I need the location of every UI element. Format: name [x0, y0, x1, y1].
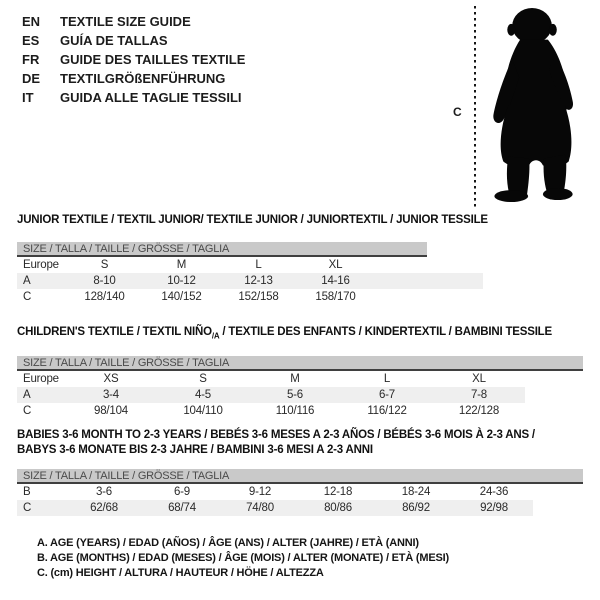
lang-code: ES [22, 33, 40, 48]
height-cell: 104/110 [183, 405, 223, 418]
lang-code: IT [22, 90, 34, 105]
age-cell: 9-12 [248, 486, 272, 499]
age-cell: 24-36 [479, 486, 509, 499]
measure-legend [37, 536, 600, 581]
baby-silhouette-icon [484, 8, 588, 206]
filler-cell [374, 273, 483, 289]
title-line-1: BABIES 3-6 MONTH TO 2-3 YEARS / BEBÉS 3-6 MESES A 2-3 AÑOS / BÉBÉS 3-6 MOIS À 2-3 ANS / [17, 429, 535, 442]
filler-cell [374, 289, 483, 305]
height-cell: 92/98 [455, 500, 533, 516]
table-row-age-months [17, 484, 533, 500]
row-label: C [23, 291, 32, 303]
age-cell: 6-7 [341, 387, 433, 403]
babies-size-table [17, 484, 533, 516]
table-row-age [17, 273, 483, 289]
height-cell: 152/158 [238, 291, 279, 303]
row-label: Europe [23, 373, 59, 386]
age-cell: 5-6 [249, 387, 341, 403]
lang-title: TEXTILGRÖßENFÜHRUNG [60, 71, 226, 86]
junior-size-table [17, 257, 483, 305]
size-cell: S [100, 259, 109, 271]
lang-code: DE [22, 71, 41, 86]
age-cell: 10-12 [143, 273, 220, 289]
lang-title: TEXTILE SIZE GUIDE [60, 14, 191, 29]
row-label: B [23, 486, 31, 499]
age-cell: 14-16 [297, 273, 374, 289]
age-cell: 4-5 [157, 387, 249, 403]
table-row-height [17, 403, 525, 419]
age-cell: 12-18 [323, 486, 353, 499]
lang-code: FR [22, 52, 40, 67]
height-cell: 158/170 [315, 291, 356, 303]
height-cell: 62/68 [65, 500, 143, 516]
junior-textile-section [17, 213, 600, 305]
height-cell: 110/116 [275, 405, 315, 418]
row-label: C [23, 405, 32, 418]
age-cell: 7-8 [433, 387, 525, 403]
height-cell: 80/86 [299, 500, 377, 516]
legend-line-b: B. AGE (MONTHS) / EDAD (MESES) / ÂGE (MOIS) / ALTER (MONATE) / ETÀ (MESI) [37, 552, 449, 565]
height-cell: 140/152 [161, 291, 202, 303]
table-row-age [17, 387, 525, 403]
size-cell: M [290, 373, 300, 386]
table-row-height [17, 500, 533, 516]
size-cell: S [199, 373, 207, 386]
age-cell: 12-13 [220, 273, 297, 289]
lang-title: GUIDA ALLE TAGLIE TESSILI [60, 90, 242, 105]
height-cell: 86/92 [377, 500, 455, 516]
title-part: / TEXTILE DES ENFANTS / KINDERTEXTIL / BAMBINI TESSILE [219, 326, 552, 338]
title-subscript: /A [211, 331, 220, 341]
junior-table-title: JUNIOR TEXTILE / TEXTIL JUNIOR/ TEXTILE JUNIOR / JUNIORTEXTIL / JUNIOR TESSILE [17, 214, 488, 226]
babies-table-title [17, 428, 600, 458]
size-cell: XS [103, 373, 119, 386]
lang-title: GUÍA DE TALLAS [60, 33, 168, 48]
table-row-europe [17, 371, 525, 387]
size-cell: XL [472, 373, 486, 386]
row-label: A [17, 387, 65, 403]
children-table-title [17, 325, 600, 343]
height-cell: 68/74 [143, 500, 221, 516]
height-cell: 116/122 [367, 405, 407, 418]
size-header-bar: SIZE / TALLA / TAILLE / GRÖSSE / TAGLIA [17, 356, 583, 371]
age-cell: 18-24 [401, 486, 431, 499]
size-header-bar: SIZE / TALLA / TAILLE / GRÖSSE / TAGLIA [17, 242, 427, 257]
legend-line-c: C. (cm) HEIGHT / ALTURA / HAUTEUR / HÖHE / ALTEZZA [37, 567, 324, 580]
lang-code: EN [22, 14, 41, 29]
size-header-bar: SIZE / TALLA / TAILLE / GRÖSSE / TAGLIA [17, 469, 583, 484]
title-line-2: BABYS 3-6 MONATE BIS 2-3 JAHRE / BAMBINI 3-6 MESI A 2-3 ANNI [17, 444, 373, 457]
age-cell: 3-6 [95, 486, 113, 499]
size-cell: L [255, 259, 262, 271]
height-cell: 74/80 [221, 500, 299, 516]
legend-line-a: A. AGE (YEARS) / EDAD (AÑOS) / ÂGE (ANS) / ALTER (JAHRE) / ETÀ (ANNI) [37, 537, 419, 550]
size-cell: XL [328, 259, 343, 271]
lang-title: GUIDE DES TAILLES TEXTILE [60, 52, 246, 67]
babies-textile-section [17, 428, 600, 516]
height-dotted-line [474, 6, 476, 209]
height-cell: 128/140 [84, 291, 125, 303]
height-measure-label: C [453, 105, 462, 119]
size-cell: M [176, 259, 187, 271]
children-size-table [17, 371, 525, 419]
size-cell: L [383, 373, 391, 386]
title-part: CHILDREN'S TEXTILE / TEXTIL NIÑO [17, 326, 212, 338]
row-label: C [17, 500, 65, 516]
age-cell: 3-4 [65, 387, 157, 403]
age-cell: 8-10 [66, 273, 143, 289]
filler-cell [374, 257, 483, 273]
age-cell: 6-9 [173, 486, 191, 499]
row-label: A [17, 273, 66, 289]
table-row-europe [17, 257, 483, 273]
row-label: Europe [23, 259, 59, 271]
height-cell: 122/128 [458, 405, 500, 418]
height-cell: 98/104 [94, 405, 128, 418]
table-row-height [17, 289, 483, 305]
children-textile-section [17, 325, 600, 419]
